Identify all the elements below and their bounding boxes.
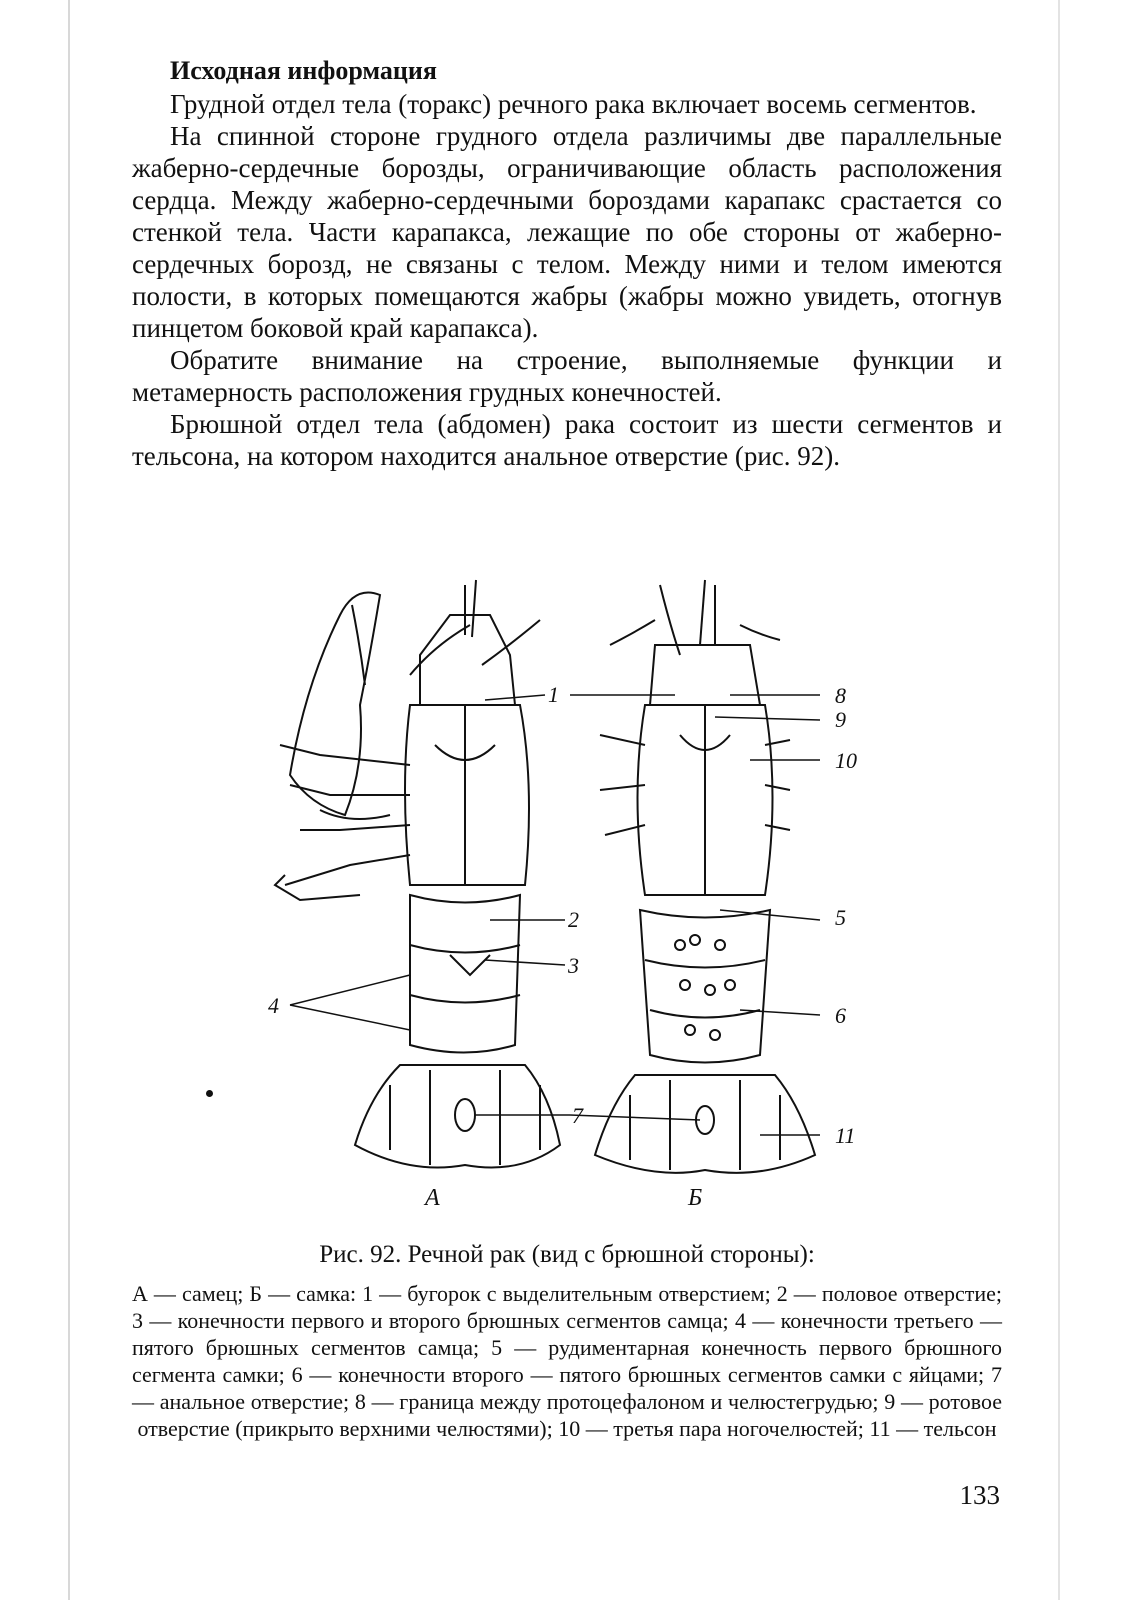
label-male-a: А: [425, 1185, 440, 1211]
label-female-b: Б: [688, 1185, 703, 1211]
crayfish-figure: [260, 565, 900, 1215]
stray-mark: [206, 1090, 213, 1097]
page-edge-right: [1058, 0, 1060, 1600]
paragraph-4: Брюшной отдел тела (абдомен) рака состоит из шести сегментов и тельсона, на котором находится анальное отверстие (рис. 92).: [132, 409, 1002, 471]
paragraph-1: Грудной отдел тела (торакс) речного рака включает восемь сегментов.: [170, 89, 977, 119]
paragraph-3: Обратите внимание на строение, выполняемые функции и метамерность расположения грудных конечностей.: [132, 345, 1002, 407]
callout-8: 8: [835, 683, 846, 708]
callout-11: 11: [835, 1123, 856, 1148]
callout-7: 7: [572, 1103, 583, 1128]
page-number: 133: [959, 1480, 1000, 1510]
section-heading: Исходная информация: [170, 56, 437, 85]
callout-4: 4: [268, 993, 279, 1018]
crayfish-female-drawing: [595, 580, 815, 1173]
callout-5: 5: [835, 905, 846, 930]
figure-title: Рис. 92. Речной рак (вид с брюшной стороны):: [319, 1241, 815, 1268]
figure-legend: А — самец; Б — самка: 1 — бугорок с выделительным отверстием; 2 — половое отверстие; 3 — конечности первого и второго брюшных сегментов самца; 4 — конечности третьего — пятого брюшных сегментов самца; 5 — рудиментарная конечность первого брюшного сегмента самки; 6 — конечности второго — пятого брюшных сегментов самки с яйцами; 7 — анальное отверстие; 8 — граница между протоцефалоном и челюстегрудью; 9 — ротовое отверстие (прикрыто верхними челюстями); 10 — третья пара ногочелюстей; 11 — тельсон: [132, 1281, 1002, 1441]
crayfish-male-drawing: [275, 580, 560, 1168]
figure-caption: [132, 1240, 1002, 1442]
callout-1: 1: [548, 682, 559, 707]
callout-3: 3: [568, 953, 579, 978]
text-block: [132, 55, 1002, 472]
callout-6: 6: [835, 1003, 846, 1028]
page-edge-left: [68, 0, 70, 1600]
callout-2: 2: [568, 907, 579, 932]
callout-9: 9: [835, 707, 846, 732]
figure-part-labels: [423, 1185, 702, 1211]
paragraph-2: На спинной стороне грудного отдела различимы две параллельные жаберно-сердечные борозды, ограничивающие область расположения сердца. Между жаберно-сердечными бороздами карапакс срастается со стенкой тела. Части карапакса, лежащие по обе стороны от жаберно-сердечных борозд, не связаны с телом. Между ними и телом имеются полости, в которых помещаются жабры (жабры можно увидеть, отогнув пинцетом боковой край карапакса).: [132, 121, 1002, 343]
callout-10: 10: [835, 748, 857, 773]
crayfish-illustration: [260, 565, 900, 1215]
